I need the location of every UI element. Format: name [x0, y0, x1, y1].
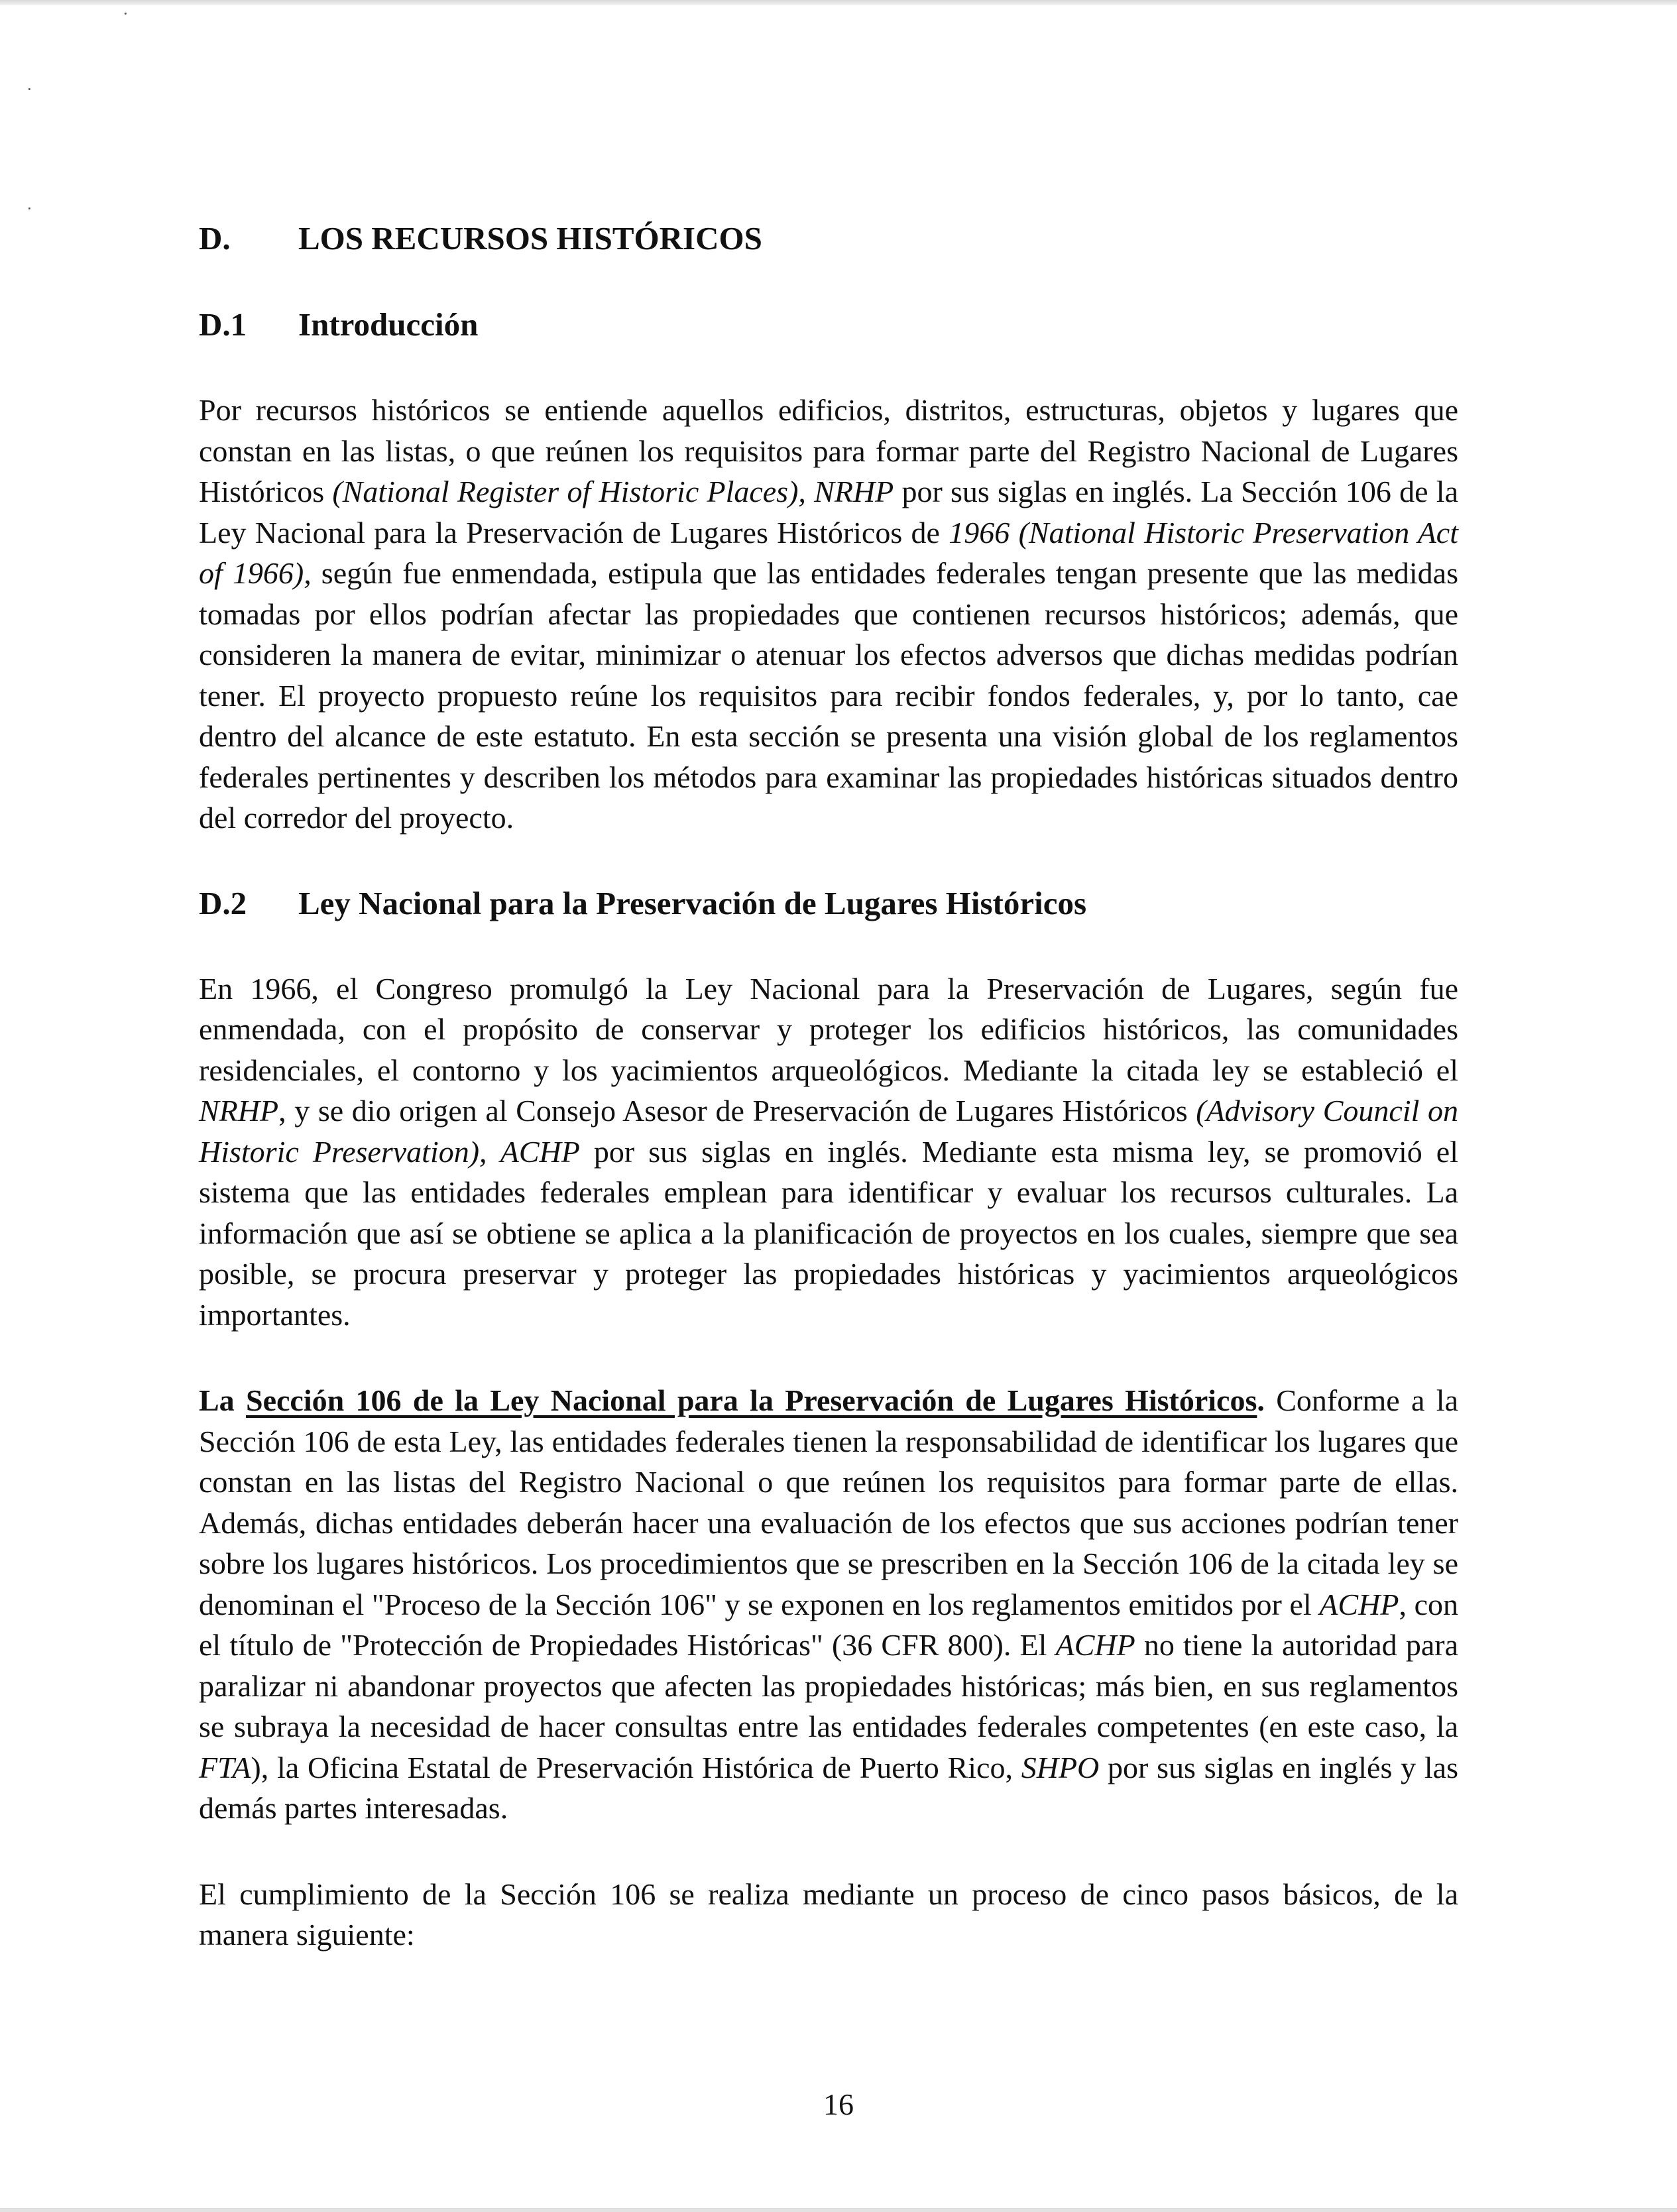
lead-text: . — [1257, 1383, 1265, 1417]
text-run: ), la Oficina Estatal de Preservación Histórica de Puerto Rico, — [251, 1750, 1021, 1784]
subsection-title: Ley Nacional para la Preservación de Lugares Históricos — [298, 884, 1087, 921]
intro-paragraph — [199, 390, 1458, 839]
subsection-title: Introducción — [298, 306, 479, 343]
ley-paragraph-1 — [199, 968, 1458, 1336]
text-run: no tiene la autoridad para paralizar ni abandonar proyectos que afecten las propiedades históricas; más bien, en sus reglamentos se subraya la necesidad de hacer consultas entre las entidades federales competentes (en este caso, la — [199, 1628, 1458, 1743]
italic-run: NRHP — [199, 1094, 279, 1128]
text-run: Conforme a la Sección 106 de esta Ley, las entidades federales tienen la responsabilidad de identificar los lugares que constan en las listas del Registro Nacional o que reúnen los requisitos para formar parte de ellas. Además, dichas entidades deberán hacer una evaluación de los efectos que sus acciones podrían tener sobre los lugares históricos. Los procedimientos que se prescriben en la Sección 106 de la citada ley se denominan el "Proceso de la Sección 106" y se exponen en los reglamentos emitidos por el — [199, 1383, 1458, 1621]
italic-run: 1966 (National Historic Preservation Act of 1966), — [199, 515, 1458, 590]
ley-paragraph-3: El cumplimiento de la Sección 106 se realiza mediante un proceso de cinco pasos básicos, de la manera siguiente: — [199, 1877, 1458, 1951]
italic-run: SHPO — [1021, 1750, 1100, 1784]
section-title: LOS RECURSOS HISTÓRICOS — [298, 220, 762, 257]
section-heading — [199, 219, 1458, 259]
subsection-heading-ley-nacional — [199, 884, 1458, 923]
document-page — [199, 219, 1458, 1955]
text-run: según fue enmendada, estipula que las entidades federales tengan presente que las medidas tomadas por ellos podrían afectar las propiedades que contienen recursos históricos; además, que consideren la manera de evitar, minimizar o atenuar los efectos adversos que dichas medidas podrían tener. El proyecto propuesto reúne los requisitos para recibir fondos federales, y, por lo tanto, cae dentro del alcance de este estatuto. En esta sección se presenta una visión global de los reglamentos federales pertinentes y describen los métodos para examinar las propiedades históricas situados dentro del corredor del proyecto. — [199, 556, 1458, 835]
subsection-heading-introduccion — [199, 305, 1458, 345]
scan-speck: · — [27, 80, 32, 99]
scan-edge-bottom — [0, 2208, 1677, 2212]
text-run: Por recursos históricos se entiende aquellos edificios, distritos, estructuras, objetos y lugares que constan en las listas, o que reúnen los requisitos para formar parte del Registro Nacional de Lugares Históricos — [199, 393, 1458, 508]
text-run: por sus siglas en inglés. Mediante esta misma ley, se promovió el sistema que las entidades federales emplean para identificar y evaluar los recursos culturales. La información que así se obtiene se aplica a la planificación de proyectos en los cuales, siempre que sea posible, se procura preservar y proteger las propiedades históricas y yacimientos arqueológicos importantes. — [199, 1134, 1458, 1332]
lead-underlined-text: Sección 106 de la Ley Nacional para la Preservación de Lugares Históricos — [246, 1383, 1257, 1417]
scan-edge-top — [0, 0, 1677, 5]
lead-text: La — [199, 1383, 247, 1417]
text-run: por sus siglas en inglés. La Sección 106 de la Ley Nacional para la Preservación de Lugares Históricos de — [199, 475, 1458, 550]
italic-run: (National Register of Historic Places), NRHP — [332, 475, 894, 508]
italic-run: FTA — [199, 1750, 251, 1784]
text-run: , y se dio origen al Consejo Asesor de Preservación de Lugares Históricos — [278, 1094, 1196, 1128]
section-letter: D. — [199, 220, 231, 257]
scan-speck: · — [123, 4, 129, 23]
ley-paragraph-2 — [199, 1380, 1458, 1829]
text-run: , con el título de "Protección de Propiedades Históricas" (36 CFR 800). El — [199, 1587, 1458, 1662]
text-run: En 1966, el Congreso promulgó la Ley Nacional para la Preservación de Lugares, según fue enmendada, con el propósito de conservar y proteger los edificios históricos, las comunidades residenciales, el contorno y los yacimientos arqueológicos. Mediante la citada ley se estableció el — [199, 971, 1458, 1087]
italic-run: ACHP — [1319, 1587, 1399, 1621]
italic-run: (Advisory Council on Historic Preservation), ACHP — [199, 1094, 1458, 1169]
page-number: 16 — [823, 2087, 854, 2121]
subsection-number: D.2 — [199, 884, 247, 921]
subsection-number: D.1 — [199, 306, 247, 343]
italic-run: ACHP — [1055, 1628, 1135, 1662]
scan-speck: · — [27, 199, 32, 218]
text-run: por sus siglas en inglés y las demás partes interesadas. — [199, 1750, 1458, 1825]
